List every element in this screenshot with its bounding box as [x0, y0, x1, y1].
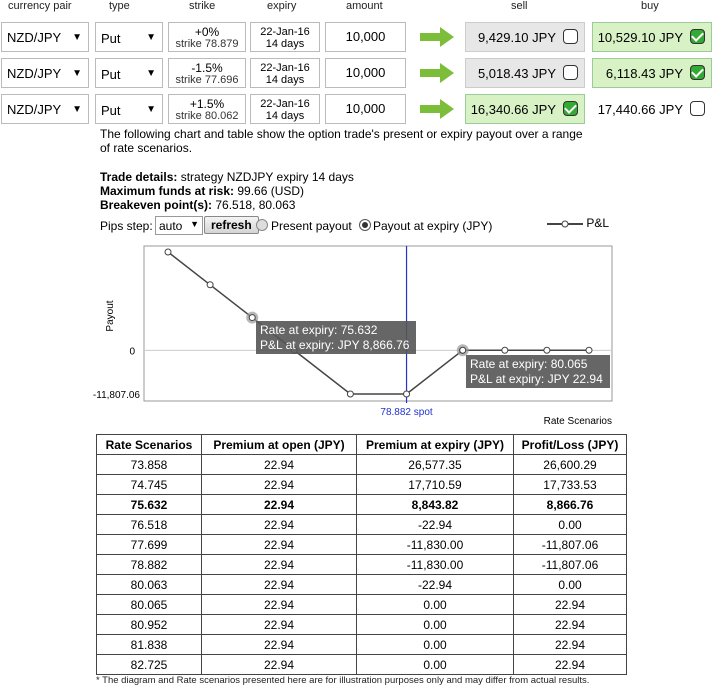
tooltip-2-line: P&L at expiry: JPY 22.94 [470, 372, 603, 386]
table-row [97, 455, 627, 475]
strike-value: strike 77.696 [175, 74, 239, 86]
table-row [97, 595, 627, 615]
refresh-button[interactable]: refresh [204, 216, 259, 234]
expiry-days: 14 days [265, 74, 305, 86]
table-row [97, 535, 627, 555]
header-expiry: expiry [267, 0, 297, 12]
chevron-down-icon: ▼ [190, 219, 199, 229]
sell-checkbox-icon [563, 65, 578, 80]
amount-input[interactable]: 10,000 [325, 94, 406, 124]
expiry-days: 14 days [265, 38, 305, 50]
header-sell: sell [511, 0, 528, 12]
table-cell: -11,830.00 [357, 555, 514, 575]
legend-line-icon [547, 219, 583, 229]
table-header: Premium at open (JPY) [202, 435, 357, 455]
scenario-table [96, 434, 627, 675]
table-cell: 22.94 [514, 615, 627, 635]
sell-price: 9,429.10 JPY [477, 30, 556, 45]
table-cell: -22.94 [357, 515, 514, 535]
max-funds-label: Maximum funds at risk: [100, 184, 235, 198]
y-tick-label: -11,807.06 [92, 390, 140, 401]
table-cell: 22.94 [202, 555, 357, 575]
header-type: type [109, 0, 130, 12]
table-cell: 74.745 [97, 475, 202, 495]
table-header: Premium at expiry (JPY) [357, 435, 514, 455]
table-row [97, 575, 627, 595]
chevron-down-icon: ▼ [72, 104, 82, 115]
header-currency-pair: currency pair [8, 0, 72, 12]
table-cell: 8,843.82 [357, 495, 514, 515]
breakeven-label: Breakeven point(s): [100, 198, 213, 212]
table-cell: 22.94 [202, 455, 357, 475]
table-cell: 0.00 [357, 615, 514, 635]
currency-pair-select[interactable] [1, 22, 89, 52]
breakeven-value: 76.518, 80.063 [212, 198, 296, 212]
table-cell: 22.94 [202, 655, 357, 675]
amount-input[interactable]: 10,000 [325, 58, 406, 88]
y-axis-label: Payout [105, 300, 116, 332]
table-cell: -22.94 [357, 575, 514, 595]
table-cell: -11,830.00 [357, 535, 514, 555]
sell-checkbox-icon [563, 101, 578, 116]
header-buy: buy [641, 0, 659, 12]
table-row [97, 655, 627, 675]
y-tick-label: 0 [129, 346, 135, 358]
table-cell: 75.632 [97, 495, 202, 515]
sell-price-button[interactable] [465, 22, 585, 52]
currency-pair-value: NZD/JPY [7, 30, 62, 45]
intro-line: The following chart and table show the option trade's present or expiry payout over a range [100, 127, 583, 141]
buy-price-button[interactable] [592, 94, 712, 124]
breakeven-line [100, 198, 354, 212]
tooltip-2-line: Rate at expiry: 80.065 [470, 357, 588, 371]
legend-label: P&L [586, 216, 610, 230]
chevron-down-icon: ▼ [72, 68, 82, 79]
max-funds-value: 99.66 (USD) [234, 184, 305, 198]
present-payout-label: Present payout [271, 219, 352, 233]
chevron-down-icon: ▼ [72, 32, 82, 43]
data-point [544, 347, 550, 353]
pips-controls [100, 216, 530, 234]
sell-price-button[interactable] [465, 94, 585, 124]
table-cell: 26,600.29 [514, 455, 627, 475]
max-funds-line [100, 184, 354, 198]
table-cell: 22.94 [202, 615, 357, 635]
currency-pair-select[interactable] [1, 58, 89, 88]
table-cell: 22.94 [514, 655, 627, 675]
strike-value: strike 80.062 [175, 110, 239, 122]
strike-percent: -1.5% [191, 61, 223, 75]
data-point [460, 347, 466, 353]
data-point [207, 282, 213, 288]
table-cell: 78.882 [97, 555, 202, 575]
expiry-field[interactable] [250, 22, 320, 52]
tooltip-1-line: Rate at expiry: 75.632 [260, 323, 378, 337]
currency-pair-select[interactable] [1, 94, 89, 124]
table-cell: 80.065 [97, 595, 202, 615]
table-cell: 81.838 [97, 635, 202, 655]
data-point [586, 347, 592, 353]
data-point [347, 391, 353, 397]
payout-chart [0, 236, 717, 436]
expiry-days: 14 days [265, 110, 305, 122]
strike-percent: +1.5% [189, 97, 225, 111]
trade-details-label: Trade details: [100, 170, 178, 184]
strike-value: strike 78.879 [175, 38, 239, 50]
type-value: Put [101, 31, 121, 46]
chart-legend [547, 216, 609, 230]
table-cell: 0.00 [357, 595, 514, 615]
strike-percent: +0% [194, 25, 220, 39]
radio-dot [362, 222, 368, 228]
type-value: Put [101, 103, 121, 118]
table-cell: -11,807.06 [514, 535, 627, 555]
strike-field[interactable] [168, 94, 246, 124]
table-cell: 8,866.76 [514, 495, 627, 515]
table-cell: 0.00 [357, 635, 514, 655]
strike-field[interactable] [168, 58, 246, 88]
table-row [97, 635, 627, 655]
chevron-down-icon: ▼ [146, 32, 156, 43]
expiry-date: 22-Jan-16 [260, 98, 310, 110]
pips-step-value: auto [159, 219, 183, 233]
table-row [97, 555, 627, 575]
arrow-right-icon [420, 63, 454, 83]
table-cell: 22.94 [202, 595, 357, 615]
type-select[interactable] [95, 58, 163, 88]
buy-price: 17,440.66 JPY [597, 102, 683, 117]
table-cell: 76.518 [97, 515, 202, 535]
table-cell: 17,710.59 [357, 475, 514, 495]
buy-price: 10,529.10 JPY [597, 30, 683, 45]
expiry-payout-radio[interactable] [359, 219, 371, 231]
type-value: Put [101, 67, 121, 82]
table-cell: 22.94 [202, 495, 357, 515]
strike-field[interactable] [168, 22, 246, 52]
type-select[interactable] [95, 22, 163, 52]
sell-price: 5,018.43 JPY [477, 66, 556, 81]
table-header: Rate Scenarios [97, 435, 202, 455]
table-cell: 22.94 [202, 575, 357, 595]
pips-step-select[interactable] [155, 216, 203, 235]
table-cell: 0.00 [514, 575, 627, 595]
table-cell: 22.94 [202, 475, 357, 495]
footnote: * The diagram and Rate scenarios presented here are for illustration purposes only and may differ from actual results. [96, 675, 590, 686]
expiry-field[interactable] [250, 58, 320, 88]
table-cell: 82.725 [97, 655, 202, 675]
data-point [249, 315, 255, 321]
table-row [97, 515, 627, 535]
chevron-down-icon: ▼ [146, 68, 156, 79]
table-row [97, 615, 627, 635]
expiry-date: 22-Jan-16 [260, 62, 310, 74]
table-cell: 0.00 [357, 655, 514, 675]
amount-input[interactable]: 10,000 [325, 22, 406, 52]
tooltip-1-line: P&L at expiry: JPY 8,866.76 [260, 338, 410, 352]
data-point [404, 391, 410, 397]
arrow-right-icon [420, 27, 454, 47]
table-cell: 26,577.35 [357, 455, 514, 475]
present-payout-radio[interactable] [256, 219, 268, 231]
currency-pair-value: NZD/JPY [7, 66, 62, 81]
table-cell: 17,733.53 [514, 475, 627, 495]
data-point [165, 249, 171, 255]
data-point [502, 347, 508, 353]
table-header: Profit/Loss (JPY) [514, 435, 627, 455]
pips-step-label: Pips step: [100, 219, 153, 233]
table-row [97, 475, 627, 495]
buy-price-button[interactable] [592, 58, 712, 88]
table-cell: 22.94 [514, 635, 627, 655]
intro-line: of rate scenarios. [100, 141, 193, 155]
trade-details-value: strategy NZDJPY expiry 14 days [177, 170, 354, 184]
buy-price: 6,118.43 JPY [605, 66, 683, 81]
table-cell: 22.94 [202, 635, 357, 655]
type-select[interactable] [95, 94, 163, 124]
sell-price-button[interactable] [465, 58, 585, 88]
table-cell: 80.063 [97, 575, 202, 595]
table-cell: 22.94 [514, 595, 627, 615]
expiry-field[interactable] [250, 94, 320, 124]
x-axis-label: Rate Scenarios [543, 416, 612, 427]
buy-checkbox-icon [690, 29, 705, 44]
table-cell: 22.94 [202, 535, 357, 555]
table-cell: 0.00 [514, 515, 627, 535]
table-row [97, 495, 627, 515]
sell-checkbox-icon [563, 29, 578, 44]
chevron-down-icon: ▼ [146, 104, 156, 115]
buy-price-button[interactable] [592, 22, 712, 52]
currency-pair-value: NZD/JPY [7, 102, 62, 117]
expiry-payout-label: Payout at expiry (JPY) [373, 219, 493, 233]
header-amount: amount [346, 0, 383, 12]
intro-text [100, 127, 630, 155]
arrow-right-icon [420, 99, 454, 119]
buy-checkbox-icon [690, 65, 705, 80]
buy-checkbox-icon [690, 101, 705, 116]
sell-price: 16,340.66 JPY [470, 102, 556, 117]
header-strike: strike [189, 0, 216, 12]
table-cell: 73.858 [97, 455, 202, 475]
trade-details-line [100, 170, 354, 184]
trade-details [100, 170, 354, 212]
table-cell: -11,807.06 [514, 555, 627, 575]
spot-label: 78.882 spot [380, 407, 433, 418]
table-cell: 77.699 [97, 535, 202, 555]
table-cell: 22.94 [202, 515, 357, 535]
table-cell: 80.952 [97, 615, 202, 635]
expiry-date: 22-Jan-16 [260, 26, 310, 38]
